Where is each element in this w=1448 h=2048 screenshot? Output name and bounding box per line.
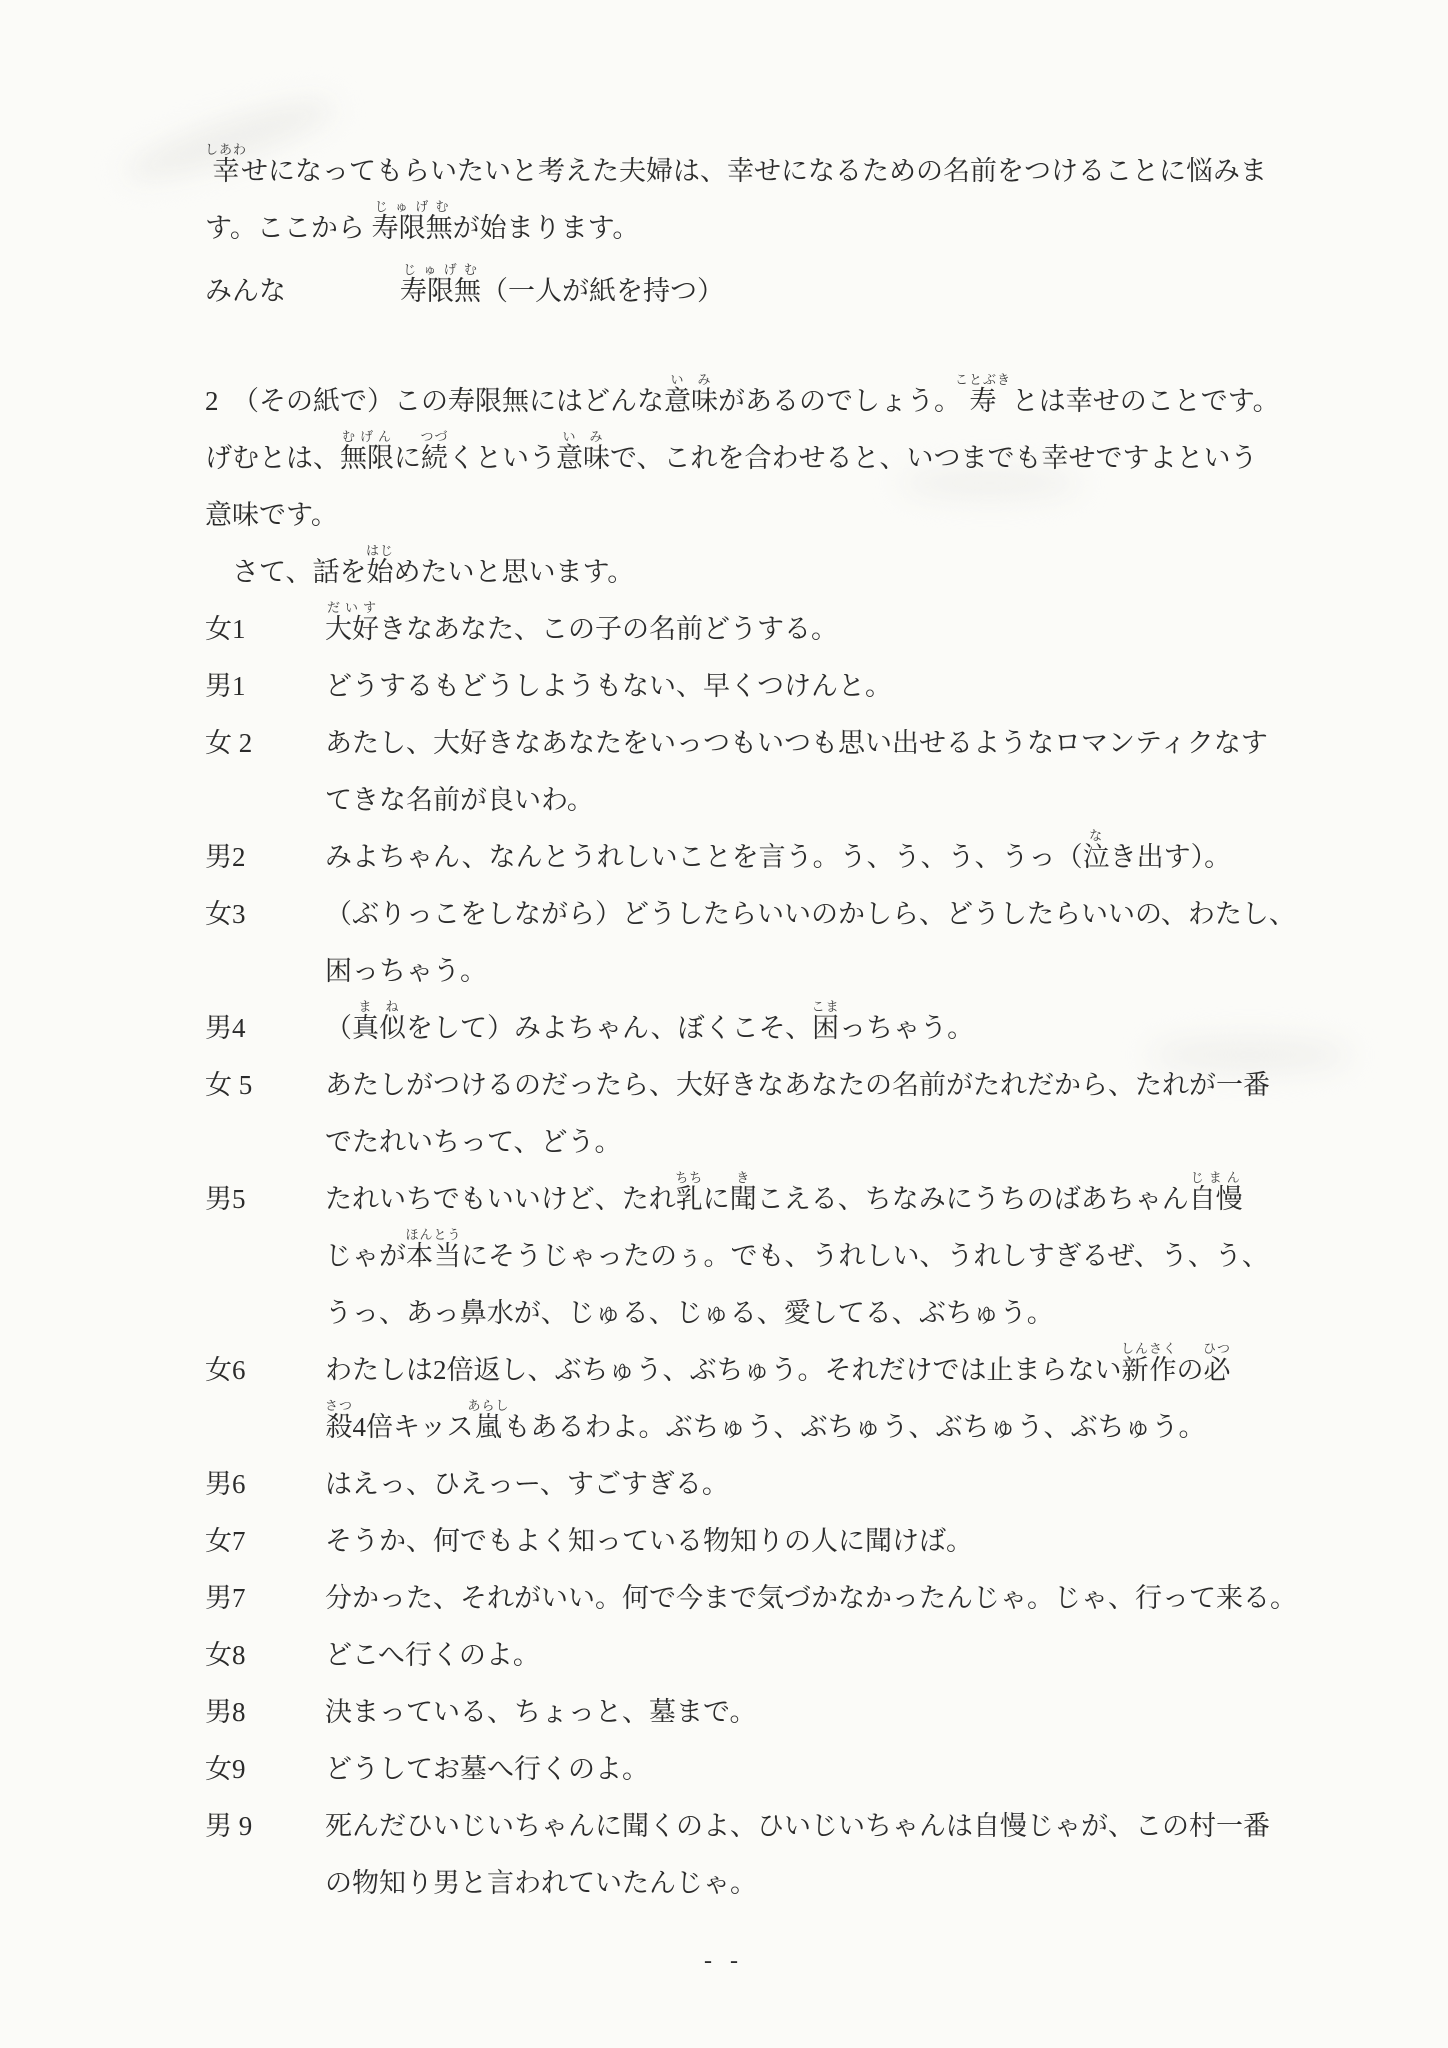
line-text: あたしがつけるのだったら、大好きなあなたの名前がたれだから、たれが一番 bbox=[325, 1069, 1270, 1100]
ruby-annotated-word: 聞き bbox=[729, 1169, 757, 1214]
speaker-label: 男7 bbox=[205, 1582, 246, 1613]
line-text: げむとは、無限むげんに続つづくという意味いみで、これを合わせると、いつまでも幸せですよという bbox=[205, 428, 1258, 473]
line-text: （真似まねをして）みよちゃん、ぼくこそ、困こまっちゃう。 bbox=[325, 998, 975, 1043]
text-line bbox=[205, 1215, 1305, 1272]
page-number-marker: - - bbox=[704, 1948, 744, 1974]
line-text: そうか、何でもよく知っている物知りの人に聞けば。 bbox=[325, 1525, 973, 1556]
ruby-annotated-word: 意味いみ bbox=[664, 371, 718, 416]
text-line bbox=[205, 873, 1305, 930]
line-text: （ぶりっこをしながら）どうしたらいいのかしら、どうしたらいいの、わたし、 bbox=[325, 898, 1296, 929]
ruby-annotated-word: 殺さつ bbox=[325, 1397, 354, 1442]
dialogue-block bbox=[205, 1044, 1305, 1158]
line-text: 意味です。 bbox=[205, 499, 338, 530]
speaker-label: 女6 bbox=[205, 1354, 246, 1385]
dialogue-block bbox=[205, 1557, 1305, 1614]
dialogue-block bbox=[205, 1614, 1305, 1671]
text-line bbox=[205, 1044, 1305, 1101]
dialogue-block bbox=[205, 987, 1305, 1044]
ruby-annotated-word: 無限むげん bbox=[340, 428, 394, 473]
ruby-annotated-word: 困こま bbox=[811, 998, 840, 1043]
speaker-label: 男1 bbox=[205, 670, 246, 701]
text-line bbox=[205, 759, 1305, 816]
speaker-label: 女7 bbox=[205, 1525, 246, 1556]
text-line bbox=[205, 1158, 1305, 1215]
ruby-annotated-word: 嵐あらし bbox=[467, 1397, 510, 1442]
line-text: さて、話を始はじめたいと思います。 bbox=[205, 542, 635, 587]
ruby-annotated-word: 新作しんさく bbox=[1121, 1340, 1178, 1385]
ruby-annotated-word: 寿ことぶき bbox=[955, 371, 1012, 416]
ruby-annotated-word: 寿限無じゅげむ bbox=[400, 261, 481, 306]
text-line bbox=[205, 1785, 1305, 1842]
line-text: てきな名前が良いわ。 bbox=[325, 784, 594, 815]
text-line bbox=[205, 1557, 1305, 1614]
speaker-label: 男4 bbox=[205, 1012, 246, 1043]
dialogue-block bbox=[205, 1728, 1305, 1785]
speaker-label: 女 5 bbox=[205, 1069, 253, 1100]
text-line bbox=[205, 250, 1305, 307]
ruby-annotated-word: 続つづ bbox=[420, 428, 449, 473]
line-text: 2 （その紙で）この寿限無にはどんな意味いみがあるのでしょう。寿ことぶき とは幸せのことです。 bbox=[205, 371, 1280, 416]
paragraph-block bbox=[205, 531, 1305, 588]
speaker-label: 男6 bbox=[205, 1468, 246, 1499]
line-text: たれいちでもいいけど、たれ乳ちちに聞きこえる、ちなみにうちのばあちゃん自慢じまん bbox=[325, 1169, 1243, 1214]
paragraph-block bbox=[205, 360, 1305, 531]
dialogue-block bbox=[205, 702, 1305, 816]
text-line bbox=[205, 645, 1305, 702]
text-line bbox=[205, 588, 1305, 645]
line-text: じゃが本当ほんとうにそうじゃったのぅ。でも、うれしい、うれしすぎるぜ、う、う、 bbox=[325, 1226, 1269, 1271]
line-text: わたしは2倍返し、ぶちゅう、ぶちゅう。それだけでは止まらない新作しんさくの必ひつ bbox=[325, 1340, 1232, 1385]
dialogue-block bbox=[205, 1158, 1305, 1329]
text-line bbox=[205, 360, 1305, 417]
line-text: どうするもどうしようもない、早くつけんと。 bbox=[325, 670, 892, 701]
text-line bbox=[205, 1443, 1305, 1500]
text-line bbox=[205, 702, 1305, 759]
speaker-label: みんな bbox=[205, 275, 286, 306]
dialogue-block bbox=[205, 1329, 1305, 1443]
line-text: 決まっている、ちょっと、墓まで。 bbox=[325, 1696, 757, 1727]
text-line bbox=[205, 187, 1305, 244]
text-line bbox=[205, 1101, 1305, 1158]
dialogue-block bbox=[205, 816, 1305, 873]
dialogue-block bbox=[205, 1671, 1305, 1728]
document-content bbox=[205, 130, 1305, 1899]
text-line bbox=[205, 417, 1305, 474]
ruby-annotated-word: 意味いみ bbox=[556, 428, 610, 473]
line-text: でたれいちって、どう。 bbox=[325, 1126, 622, 1157]
dialogue-block bbox=[205, 588, 1305, 645]
line-text: あたし、大好きなあなたをいっつもいつも思い出せるようなロマンティクなす bbox=[325, 727, 1268, 758]
line-text: 分かった、それがいい。何で今まで気づかなかったんじゃ。じゃ、行って来る。 bbox=[325, 1582, 1297, 1613]
ruby-annotated-word: 本当ほんとう bbox=[405, 1226, 462, 1271]
speaker-label: 女3 bbox=[205, 898, 246, 929]
ruby-annotated-word: 真似まね bbox=[352, 998, 406, 1043]
text-line bbox=[205, 816, 1305, 873]
line-text: みよちゃん、なんとうれしいことを言う。う、う、う、うっ（泣なき出す）。 bbox=[325, 827, 1232, 872]
page-footer bbox=[0, 1948, 1448, 1975]
text-line bbox=[205, 1614, 1305, 1671]
speaker-label: 女8 bbox=[205, 1639, 246, 1670]
text-line bbox=[205, 1728, 1305, 1785]
ruby-annotated-word: 大好だいす bbox=[325, 599, 379, 644]
text-line bbox=[205, 130, 1305, 187]
line-text: 寿限無じゅげむ（一人が紙を持つ） bbox=[400, 261, 724, 306]
dialogue-block bbox=[205, 1443, 1305, 1500]
line-text: 死んだひいじいちゃんに聞くのよ、ひいじいちゃんは自慢じゃが、この村一番 bbox=[325, 1810, 1270, 1841]
line-text: す。ここから 寿限無じゅげむが始まります。 bbox=[205, 198, 640, 243]
line-text: 大好だいすきなあなた、この子の名前どうする。 bbox=[325, 599, 838, 644]
line-text: 殺さつ4倍キッス嵐あらしもあるわよ。ぶちゅう、ぶちゅう、ぶちゅう、ぶちゅう。 bbox=[325, 1397, 1206, 1442]
line-text: の物知り男と言われていたんじゃ。 bbox=[325, 1867, 757, 1898]
speaker-label: 女9 bbox=[205, 1753, 246, 1784]
line-text: 困っちゃう。 bbox=[325, 955, 487, 986]
ruby-annotated-word: 幸しあわ bbox=[205, 141, 248, 186]
paragraph-block bbox=[205, 130, 1305, 244]
line-text: どうしてお墓へ行くのよ。 bbox=[325, 1753, 649, 1784]
speaker-label: 女 2 bbox=[205, 727, 253, 758]
dialogue-block bbox=[205, 1500, 1305, 1557]
speaker-label: 男 9 bbox=[205, 1810, 253, 1841]
text-line bbox=[205, 474, 1305, 531]
speaker-label: 男5 bbox=[205, 1183, 246, 1214]
ruby-annotated-word: 必ひつ bbox=[1203, 1340, 1232, 1385]
text-line bbox=[205, 1671, 1305, 1728]
text-line bbox=[205, 987, 1305, 1044]
text-line bbox=[205, 1386, 1305, 1443]
dialogue-block bbox=[205, 1785, 1305, 1899]
text-line bbox=[205, 1842, 1305, 1899]
dialogue-block bbox=[205, 645, 1305, 702]
speaker-label: 男8 bbox=[205, 1696, 246, 1727]
line-text: はえっ、ひえっー、すごすぎる。 bbox=[325, 1468, 729, 1499]
ruby-annotated-word: 寿限無じゅげむ bbox=[371, 198, 453, 243]
text-line bbox=[205, 531, 1305, 588]
ruby-annotated-word: 泣な bbox=[1082, 827, 1110, 872]
speaker-label: 女1 bbox=[205, 613, 246, 644]
dialogue-block bbox=[205, 250, 1305, 307]
ruby-annotated-word: 乳ちち bbox=[675, 1169, 704, 1214]
text-line bbox=[205, 1272, 1305, 1329]
line-text: どこへ行くのよ。 bbox=[325, 1639, 540, 1670]
line-text: うっ、あっ鼻水が、じゅる、じゅる、愛してる、ぶちゅう。 bbox=[325, 1297, 1054, 1328]
dialogue-block bbox=[205, 873, 1305, 987]
line-text: 幸しあわせになってもらいたいと考えた夫婦は、幸せになるための名前をつけることに悩みま bbox=[205, 141, 1267, 186]
text-line bbox=[205, 1329, 1305, 1386]
text-line bbox=[205, 930, 1305, 987]
speaker-label: 男2 bbox=[205, 841, 246, 872]
text-line bbox=[205, 1500, 1305, 1557]
ruby-annotated-word: 自慢じまん bbox=[1188, 1169, 1243, 1214]
ruby-annotated-word: 始はじ bbox=[365, 542, 394, 587]
